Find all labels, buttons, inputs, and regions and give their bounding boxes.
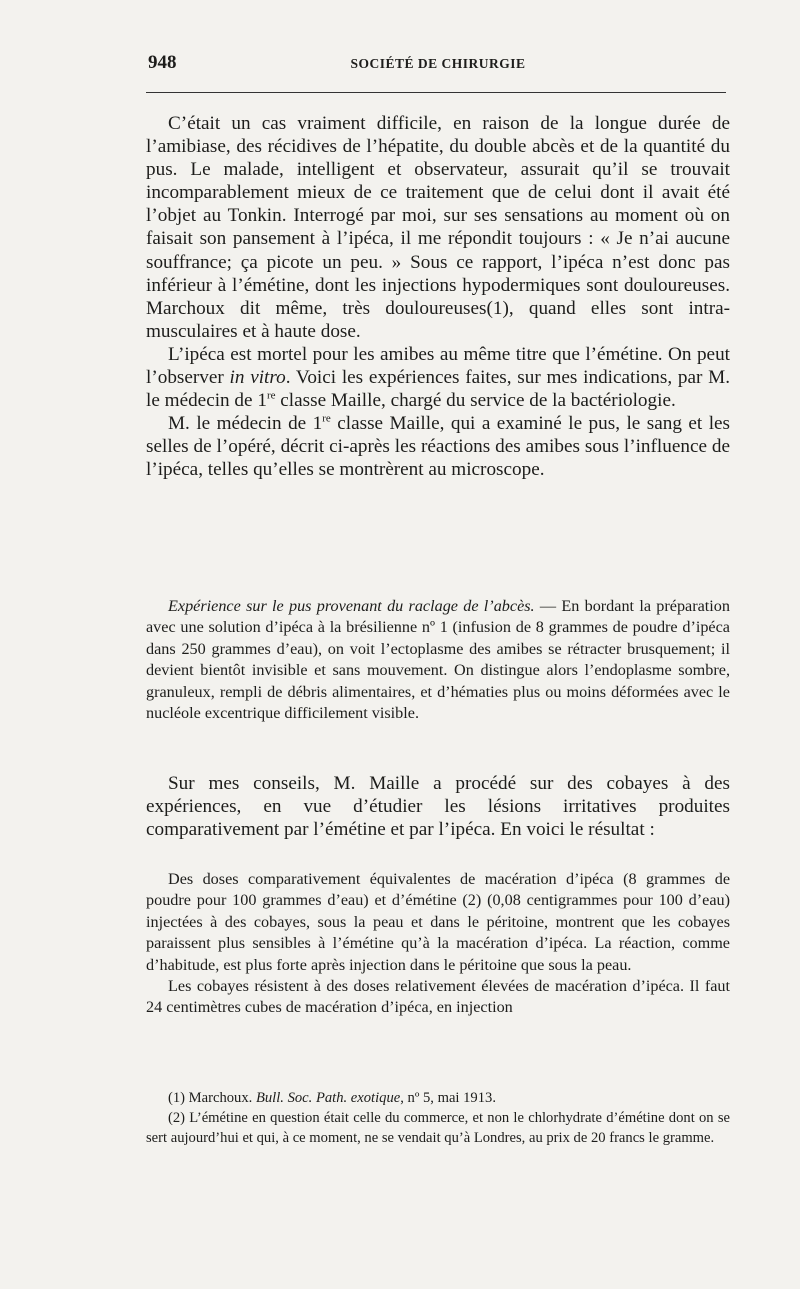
paragraph-text: M. le médecin de 1 [168,413,323,435]
page-header [146,52,730,80]
paragraph-text: Des doses comparativement équivalentes de macération d’ipéca (8 grammes de poudre pour 100 grammes d’eau) et d’émétine [146,870,730,910]
running-head: SOCIÉTÉ DE CHIRURGIE [350,56,526,71]
footnote-ref: (2) [462,891,482,910]
paragraph [146,596,730,724]
paragraph-text: (0,08 centigrammes pour 100 d’eau) injectées à des cobayes, sous la peau et dans le péritoine, montrent que les cobayes paraissent plus sensibles à l’émétine qu’à la macération d’ipéca. La réaction, comme d’habitude, est plus forte après injection dans le péritoine que sous la peau. [146,891,730,974]
footnote-1 [146,1088,730,1108]
paragraph [146,869,730,976]
italic-text: Bull. Soc. Path. exotique [255,1090,401,1106]
experiment-block [146,596,730,724]
footnote-text: (1) Marchoux. [168,1090,256,1106]
main-text-block [146,112,730,482]
italic-heading: Expérience sur le pus provenant du raclage de l’abcès. [168,597,535,615]
italic-text: in vitro [229,367,286,389]
result-block [146,869,730,1019]
footnote-2: (2) L’émétine en question était celle du commerce, et non le chlorhydrate d’émétine dont on se sert aujourd’hui et qui, à ce moment, ne se vendait qu’à Londres, au prix de 20 francs le gramme. [146,1110,730,1146]
paragraph-text: classe Maille, qui a examiné le pus, le sang et les selles de l’opéré, décrit ci-après les réactions des amibes sous l’influence de l’ipéca, telles qu’elles se montrèrent au microscope. [146,413,731,481]
paragraph [146,412,730,481]
footnotes [146,1088,730,1148]
paragraph-text: — En bordant la préparation avec une solution d’ipéca à la brésilienne nº 1 (infusion de 8 grammes de poudre d’ipéca dans 250 grammes d’eau), on voit l’ectoplasme des amibes se rétracter brusquement; il devient bientôt invisible et sans mouvement. On distingue alors l’endoplasme sombre, granuleux, rempli de débris alimentaires, et d’hématies plus ou moins déformées avec le nucléole excentrique difficilement visible. [146,597,730,723]
paragraph: Sur mes conseils, M. Maille a procédé sur des cobayes à des expériences, en vue d’étudier les lésions irritatives produites comparativement par l’émétine et par l’ipéca. En voici le résultat : [146,773,730,841]
paragraph [146,112,730,343]
superscript: re [322,412,331,425]
paragraph-text: classe Maille, chargé du service de la bactériologie. [275,390,676,412]
page-number: 948 [148,52,177,73]
paragraph-text: C’était un cas vraiment difficile, en raison de la longue durée de l’amibiase, des récidives de l’hépatite, du double abcès et de la quantité du pus. Le malade, intelligent et observateur, assurait qu’il se trouvait incomparablement mieux de ce traitement que de celui dont il avait été l’objet au Tonkin. Interrogé par moi, sur ses sensations au moment où on faisait son pansement à l’ipéca, il me répondit toujours : « Je n’ai aucune souffrance; ça picote un peu. » Sous ce rapport, l’ipéca n’est donc pas inférieur à l’émétine, dont les injections hypodermiques sont douloureuses. Marchoux dit même, très douloureuses [146,113,730,319]
footnote-ref: (1) [486,297,509,319]
header-rule [146,92,726,93]
footnote-text: , nº 5, mai 1913. [400,1090,496,1106]
paragraph-text: , quand elles sont intra-musculaires et à haute dose. [146,297,731,342]
main-text-block [146,772,730,841]
superscript: re [266,389,276,402]
paragraph-text: . Voici les expériences faites, sur mes indications, par M. le médecin de 1 [146,367,730,412]
paragraph [146,343,730,412]
document-page [146,52,731,1146]
paragraph: Les cobayes résistent à des doses relativement élevées de macération d’ipéca. Il faut 24 centimètres cubes de macération d’ipéca, en injection [146,977,730,1017]
paragraph-text: L’ipéca est mortel pour les amibes au même titre que l’émétine. On peut l’observer [146,343,730,389]
